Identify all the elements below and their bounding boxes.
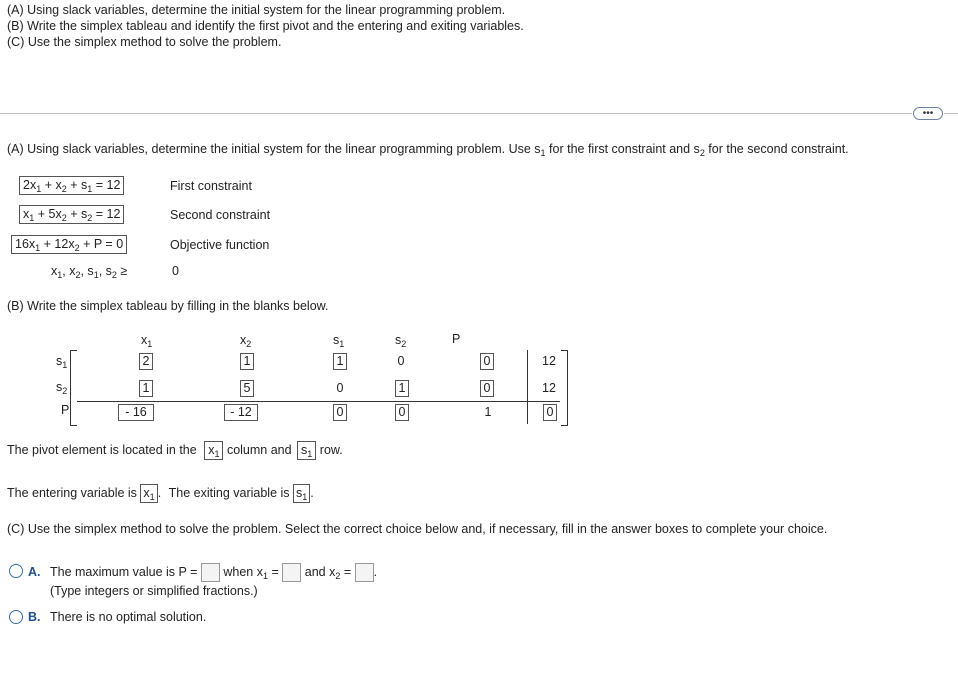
part-b-prompt: (B) Write the simplex tableau by filling in the blanks below. [7, 299, 329, 313]
pivot-column-answer-box[interactable]: $x_1$ [204, 441, 223, 460]
tableau-cell-r1-rhs: 12 [542, 354, 556, 368]
part-a-prompt: (A) Using slack variables, determine the initial system for the linear programming problem. Use $s_1$ for the first constraint and $s_2$ for the second constraint. [7, 142, 849, 158]
nonnegativity-constraint: $x_1$, $x_2$, $s_1$, $s_2$ ≥ [51, 264, 128, 280]
pivot-sentence: The pivot element is located in the $x_1$ column and $s_1$ row. [7, 443, 343, 459]
tableau-cell-r2-x2[interactable]: 5 [240, 380, 254, 397]
divider-line-right [944, 113, 958, 114]
tableau-cell-r1-s1[interactable]: 1 [333, 353, 347, 370]
row-label-p: P [61, 403, 70, 417]
tableau-cell-r1-p[interactable]: 0 [480, 353, 494, 370]
tableau-right-bracket [561, 350, 568, 426]
objective-function-label: Objective function [170, 238, 270, 252]
tableau-cell-r2-s1: 0 [336, 381, 344, 395]
tableau-cell-r1-x2[interactable]: 1 [240, 353, 254, 370]
exiting-variable-answer-box[interactable]: $s_1$ [293, 484, 310, 503]
tableau-vertical-line [527, 350, 528, 424]
x1-value-input[interactable] [282, 563, 301, 582]
instruction-c: (C) Use the simplex method to solve the problem. [7, 35, 282, 49]
col-header-x1: $x_1$ [141, 333, 153, 349]
option-a-hint: (Type integers or simplified fractions.) [50, 584, 258, 598]
second-constraint-label: Second constraint [170, 208, 271, 222]
tableau-cell-r2-rhs: 12 [542, 381, 556, 395]
pivot-row-answer-box[interactable]: $s_1$ [297, 441, 316, 460]
tableau-cell-r1-x1[interactable]: 2 [139, 353, 153, 370]
entering-exiting-sentence: The entering variable is $x_1$ . The exiting variable is $s_1$ . [7, 486, 314, 502]
instructions [7, 2, 524, 50]
x2-value-input[interactable] [355, 563, 374, 582]
col-header-s2: $s_2$ [395, 333, 407, 349]
entering-variable-answer-box[interactable]: $x_1$ [140, 484, 157, 503]
max-value-input[interactable] [201, 563, 220, 582]
more-options-button[interactable]: ••• [913, 107, 943, 120]
first-constraint-answer-box[interactable]: $2x_1 + x_2 + s_1 = 12$ [19, 176, 124, 195]
row-label-s1: $s_1$ [56, 354, 68, 370]
divider-line [0, 113, 912, 114]
option-b-radio[interactable] [9, 610, 23, 624]
col-header-s1: $s_1$ [333, 333, 345, 349]
option-a-radio[interactable] [9, 564, 23, 578]
tableau-cell-r3-x1[interactable]: - 16 [118, 404, 154, 421]
tableau-cell-r3-p: 1 [484, 405, 492, 419]
instruction-b: (B) Write the simplex tableau and identify the first pivot and the entering and exiting variables. [7, 19, 524, 33]
option-b: B. There is no optimal solution. [28, 610, 207, 624]
col-header-p: P [452, 332, 461, 346]
tableau-cell-r3-s2[interactable]: 0 [395, 404, 409, 421]
tableau-left-bracket [70, 350, 77, 426]
col-header-x2: $x_2$ [240, 333, 252, 349]
tableau-horizontal-line [77, 401, 560, 402]
second-constraint-answer-box[interactable]: $x_1 + 5x_2 + s_2 = 12$ [19, 205, 124, 224]
tableau-cell-r3-s1[interactable]: 0 [333, 404, 347, 421]
tableau-cell-r3-x2[interactable]: - 12 [224, 404, 258, 421]
tableau-cell-r3-rhs[interactable]: 0 [543, 404, 557, 421]
row-label-s2: $s_2$ [56, 380, 68, 396]
tableau-cell-r1-s2: 0 [397, 354, 405, 368]
objective-function-answer-box[interactable]: $16x_1 + 12x_2 + P = 0$ [11, 235, 127, 254]
option-a: A. The maximum value is P = when $x_1$ = and $x_2$ = . [28, 565, 378, 581]
nonnegativity-rhs: 0 [172, 264, 179, 278]
instruction-a: (A) Using slack variables, determine the initial system for the linear programming problem. [7, 3, 506, 17]
tableau-cell-r2-s2[interactable]: 1 [395, 380, 409, 397]
part-c-prompt: (C) Use the simplex method to solve the problem. Select the correct choice below and, if necessary, fill in the answer boxes to complete your choice. [7, 522, 828, 536]
first-constraint-label: First constraint [170, 179, 252, 193]
tableau-cell-r2-x1[interactable]: 1 [139, 380, 153, 397]
tableau-cell-r2-p[interactable]: 0 [480, 380, 494, 397]
